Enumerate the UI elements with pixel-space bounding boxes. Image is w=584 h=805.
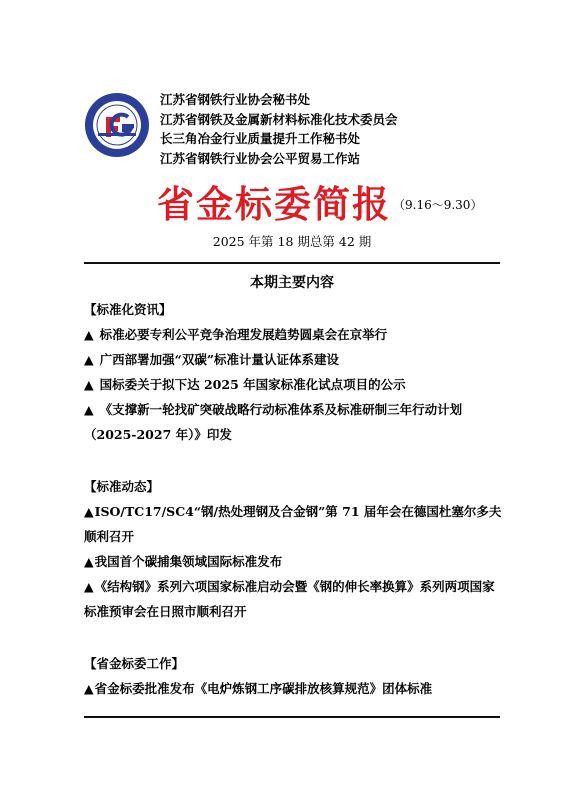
triangle-bullet-icon: ▲: [84, 504, 94, 519]
triangle-bullet-icon: ▲: [84, 327, 94, 342]
contents-body: [84, 297, 504, 701]
section-spacer: [84, 447, 504, 474]
item-text: 国标委关于拟下达 2025 年国家标准化试点项目的公示: [99, 377, 406, 392]
item-text: 《支撑新一轮找矿突破战略行动标准体系及标准研制三年行动计划（2025-2027 年）》印发: [84, 402, 463, 442]
date-range: （9.16～9.30）: [393, 198, 483, 212]
item-text: 我国首个碳捕集领域国际标准发布: [94, 554, 283, 569]
item-text: 广西部署加强“双碳”标准计量认证体系建设: [99, 352, 340, 367]
list-item: [84, 549, 504, 574]
list-item: [84, 347, 504, 372]
section-heading: 【省金标委工作】: [84, 656, 185, 671]
footer-divider: [84, 716, 500, 718]
bulletin-title: 省金标委简报: [157, 182, 391, 226]
list-item: [84, 676, 504, 701]
header-divider: [84, 262, 500, 264]
triangle-bullet-icon: ▲: [84, 352, 94, 367]
item-text: 《结构钢》系列六项国家标准启动会暨《钢的伸长率换算》系列两项国家标准预审会在日照市顺利召开: [84, 579, 495, 619]
section-heading: 【标准化资讯】: [84, 302, 172, 317]
organization-name: 江苏省钢铁行业协会公平贸易工作站: [160, 150, 361, 166]
organization-name: 江苏省钢铁行业协会秘书处: [160, 92, 311, 107]
triangle-bullet-icon: ▲: [84, 579, 94, 594]
triangle-bullet-icon: ▲: [84, 402, 94, 417]
organization-name: 长三角冶金行业质量提升工作秘书处: [160, 131, 361, 146]
organization-list: [160, 90, 398, 168]
list-item: [84, 372, 504, 397]
item-text: 标准必要专利公平竞争治理发展趋势圆桌会在京举行: [99, 327, 388, 342]
section-heading: 【标准动态】: [84, 479, 160, 494]
list-item: [84, 499, 504, 549]
triangle-bullet-icon: ▲: [84, 377, 94, 392]
association-logo-icon: [84, 92, 150, 158]
issue-number: 2025 年第 18 期总第 42 期: [212, 234, 372, 249]
section-spacer: [84, 624, 504, 651]
organization-name: 江苏省钢铁及金属新材料标准化技术委员会: [160, 111, 398, 127]
item-text: ISO/TC17/SC4“钢/热处理钢及合金钢”第 71 届年会在德国杜塞尔多夫顺利召开: [84, 504, 502, 544]
title-row: [157, 174, 482, 228]
triangle-bullet-icon: ▲: [84, 554, 94, 569]
item-text: 省金标委批准发布《电炉炼钢工序碳排放核算规范》团体标准: [94, 681, 433, 696]
list-item: [84, 397, 504, 447]
list-item: [84, 574, 504, 624]
list-item: [84, 322, 504, 347]
contents-title: 本期主要内容: [250, 275, 334, 291]
triangle-bullet-icon: ▲: [84, 681, 94, 696]
